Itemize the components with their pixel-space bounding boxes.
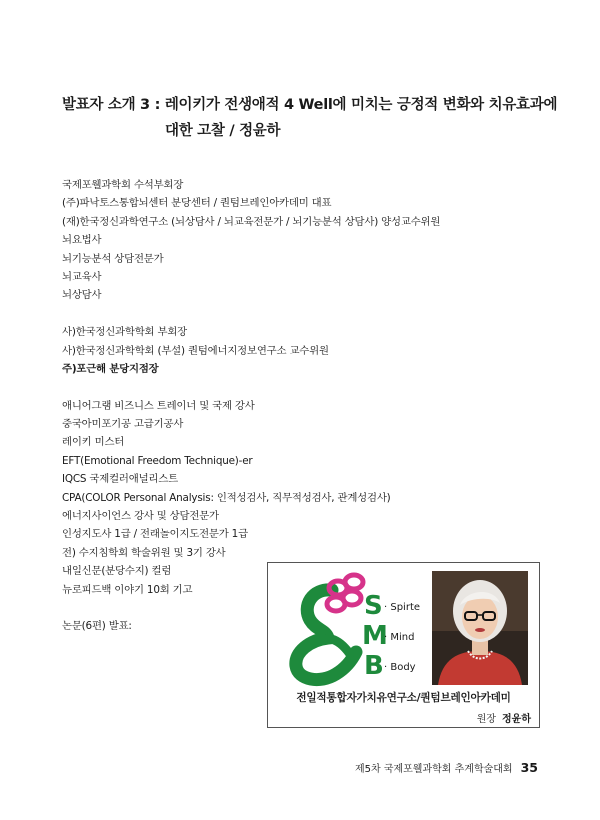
bio-line: 뉴로피드백 이야기 10회 기고	[62, 583, 193, 596]
bio-line: 전) 수지침학회 학술위원 및 3기 강사	[62, 546, 226, 559]
speaker-role	[477, 710, 531, 725]
smb-logo-icon	[280, 568, 430, 688]
logo-letter-b: B	[364, 651, 384, 681]
role-label: 원장	[476, 714, 497, 725]
bio-line: 주)포근해 분당지점장	[62, 362, 159, 375]
bio-line: 뇌기능분석 상담전문가	[62, 252, 164, 265]
logo-letter-m: M	[362, 621, 388, 651]
bio-line: 논문(6편) 발표:	[62, 620, 132, 633]
logo-word-body: · Body	[384, 662, 416, 673]
bio-line: 사)한국정신과학학회 부회장	[62, 326, 188, 339]
bio-line: 뇌상담사	[62, 289, 102, 302]
bio-line: 중국아미포기공 고급기공사	[62, 418, 184, 431]
title-line-1: 발표자 소개 3 : 레이키가 전생애적 4 Well에 미치는 긍정적 변화와 치유효과에	[62, 97, 558, 113]
bio-line: CPA(COLOR Personal Analysis: 인적성검사, 직무적성검사, 관계성검사)	[62, 491, 391, 504]
logo-word-spirte: · Spirte	[384, 602, 421, 613]
bio-line: 내일신문(분당수지) 컬럼	[62, 565, 172, 578]
bio-line: (재)한국정신과학연구소 (뇌상담사 / 뇌교육전문가 / 뇌기능분석 상담사) 양성교수위원	[62, 215, 441, 228]
institute-caption: 전일적통합자가치유연구소/퀀텀브레인아카데미	[296, 692, 511, 704]
bio-line: EFT(Emotional Freedom Technique)-er	[62, 454, 253, 467]
title-line-2: 대한 고찰 / 정윤하	[165, 123, 281, 139]
speaker-name: 정윤하	[502, 714, 531, 725]
bio-line: 에너지사이언스 강사 및 상담전문가	[62, 510, 219, 523]
bio-line: 뇌교육사	[62, 270, 102, 283]
bio-line: 뇌요법사	[62, 234, 102, 247]
logo-letter-s: S	[364, 591, 383, 621]
page-footer	[355, 760, 538, 775]
logo-word-mind: · Mind	[384, 632, 415, 643]
bio-line: 국제포웰과학회 수석부회장	[62, 179, 184, 191]
bio-line: 애니어그램 비즈니스 트레이너 및 국제 강사	[62, 399, 255, 412]
bio-line: (주)파낙토스통합뇌센터 분당센터 / 퀀텀브레인아카데미 대표	[62, 197, 332, 210]
page-number: 35	[520, 760, 538, 775]
bio-line: 레이키 미스터	[62, 436, 125, 449]
group-spacer	[62, 378, 542, 396]
bio-line: 인성지도사 1급 / 전래놀이지도전문가 1급	[62, 528, 248, 541]
speaker-card	[267, 562, 540, 728]
bio-line: 사)한국정신과학학회 (부설) 퀀텀에너지정보연구소 교수위원	[62, 344, 329, 357]
presentation-title	[62, 92, 562, 144]
bio-line: IQCS 국제컬러애널리스트	[62, 473, 178, 486]
conference-name: 제5차 국제포웰과학회 추계학술대회	[354, 764, 513, 775]
portrait-photo	[432, 571, 528, 685]
group-spacer	[62, 305, 542, 323]
